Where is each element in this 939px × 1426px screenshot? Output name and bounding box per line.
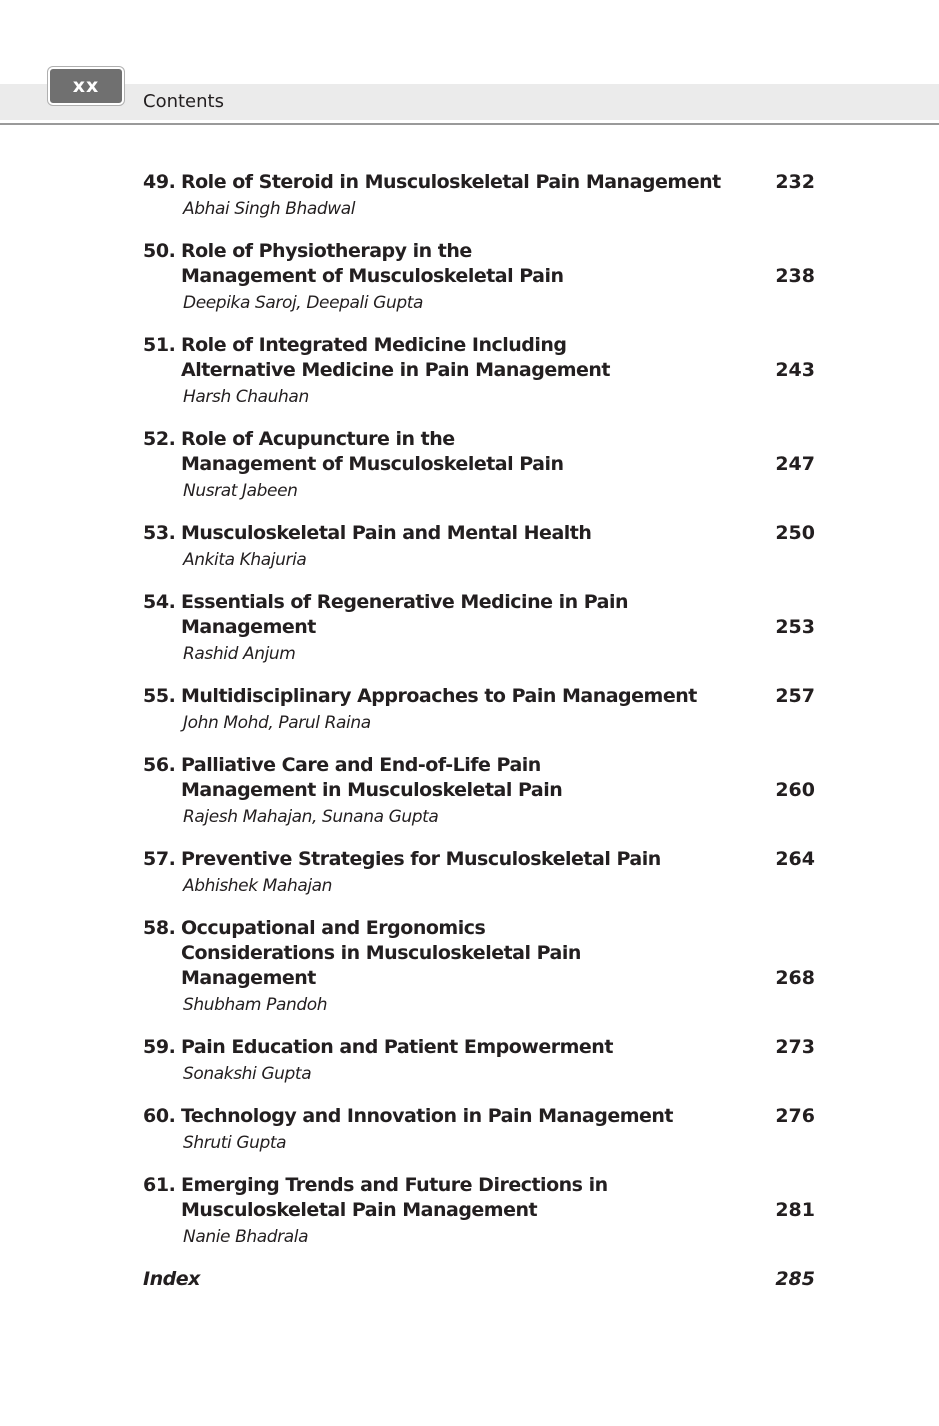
index-label[interactable]: Index xyxy=(143,1268,200,1290)
page-number: 257 xyxy=(775,685,815,707)
chapter-title[interactable]: Palliative Care and End-of-Life Pain Management in Musculoskeletal Pain xyxy=(181,754,563,801)
table-of-contents xyxy=(143,170,815,1292)
toc-entry[interactable] xyxy=(143,1173,815,1249)
chapter-title[interactable]: Occupational and Ergonomics Considerations in Musculoskeletal Pain Management xyxy=(181,917,581,989)
index-page-number: 285 xyxy=(775,1268,815,1290)
chapter-authors: Abhishek Mahajan xyxy=(183,876,333,896)
chapter-authors: Rashid Anjum xyxy=(183,644,296,664)
chapter-authors: Rajesh Mahajan, Sunana Gupta xyxy=(183,807,439,827)
chapter-number: 50. xyxy=(143,240,176,262)
toc-entry[interactable] xyxy=(143,170,815,221)
chapter-number: 51. xyxy=(143,334,176,356)
chapter-number: 52. xyxy=(143,428,176,450)
page-number: 250 xyxy=(775,522,815,544)
running-head: Contents xyxy=(143,91,224,112)
chapter-authors: Deepika Saroj, Deepali Gupta xyxy=(183,293,424,313)
chapter-number: 61. xyxy=(143,1174,176,1196)
toc-entry[interactable] xyxy=(143,916,815,1017)
chapter-number: 59. xyxy=(143,1036,176,1058)
chapter-number: 58. xyxy=(143,917,176,939)
chapter-title[interactable]: Technology and Innovation in Pain Management xyxy=(181,1105,673,1127)
toc-entry[interactable] xyxy=(143,590,815,666)
chapter-title[interactable]: Musculoskeletal Pain and Mental Health xyxy=(181,522,592,544)
page-number: 247 xyxy=(775,453,815,475)
chapter-title[interactable]: Pain Education and Patient Empowerment xyxy=(181,1036,613,1058)
chapter-authors: Nanie Bhadrala xyxy=(183,1227,309,1247)
chapter-title[interactable]: Role of Steroid in Musculoskeletal Pain Management xyxy=(181,171,721,193)
toc-entry[interactable] xyxy=(143,521,815,572)
chapter-number: 57. xyxy=(143,848,176,870)
page-number: 243 xyxy=(775,359,815,381)
chapter-title[interactable]: Role of Integrated Medicine Including Alternative Medicine in Pain Management xyxy=(181,334,610,381)
chapter-authors: Ankita Khajuria xyxy=(183,550,307,570)
page-number: 260 xyxy=(775,779,815,801)
chapter-authors: Sonakshi Gupta xyxy=(183,1064,312,1084)
toc-entry[interactable] xyxy=(143,753,815,829)
chapter-number: 53. xyxy=(143,522,176,544)
header-rule xyxy=(0,123,939,125)
toc-entry[interactable] xyxy=(143,1104,815,1155)
chapter-number: 60. xyxy=(143,1105,176,1127)
chapter-authors: Shruti Gupta xyxy=(183,1133,287,1153)
page-number: 276 xyxy=(775,1105,815,1127)
toc-entry[interactable] xyxy=(143,684,815,735)
page-number: 232 xyxy=(775,171,815,193)
chapter-title[interactable]: Preventive Strategies for Musculoskeletal Pain xyxy=(181,848,661,870)
toc-index-entry[interactable] xyxy=(143,1267,815,1292)
chapter-authors: Abhai Singh Bhadwal xyxy=(183,199,356,219)
chapter-title[interactable]: Multidisciplinary Approaches to Pain Management xyxy=(181,685,697,707)
page-number: 273 xyxy=(775,1036,815,1058)
chapter-title[interactable]: Role of Acupuncture in the Management of Musculoskeletal Pain xyxy=(181,428,564,475)
page-number-badge: xx xyxy=(48,67,124,105)
page-number: 268 xyxy=(775,967,815,989)
page-number: 281 xyxy=(775,1199,815,1221)
toc-entry[interactable] xyxy=(143,1035,815,1086)
chapter-title[interactable]: Role of Physiotherapy in the Management of Musculoskeletal Pain xyxy=(181,240,564,287)
page-number: 253 xyxy=(775,616,815,638)
header-band xyxy=(0,84,939,120)
chapter-number: 56. xyxy=(143,754,176,776)
toc-entry[interactable] xyxy=(143,847,815,898)
chapter-authors: Shubham Pandoh xyxy=(183,995,328,1015)
toc-entry[interactable] xyxy=(143,239,815,315)
chapter-authors: John Mohd, Parul Raina xyxy=(183,713,371,733)
toc-entry[interactable] xyxy=(143,427,815,503)
toc-entry[interactable] xyxy=(143,333,815,409)
chapter-number: 55. xyxy=(143,685,176,707)
chapter-authors: Nusrat Jabeen xyxy=(183,481,298,501)
chapter-title[interactable]: Essentials of Regenerative Medicine in Pain Management xyxy=(181,591,629,638)
chapter-number: 49. xyxy=(143,171,176,193)
chapter-number: 54. xyxy=(143,591,176,613)
page-number: 264 xyxy=(775,848,815,870)
page-number: 238 xyxy=(775,265,815,287)
chapter-title[interactable]: Emerging Trends and Future Directions in Musculoskeletal Pain Management xyxy=(181,1174,608,1221)
chapter-authors: Harsh Chauhan xyxy=(183,387,309,407)
